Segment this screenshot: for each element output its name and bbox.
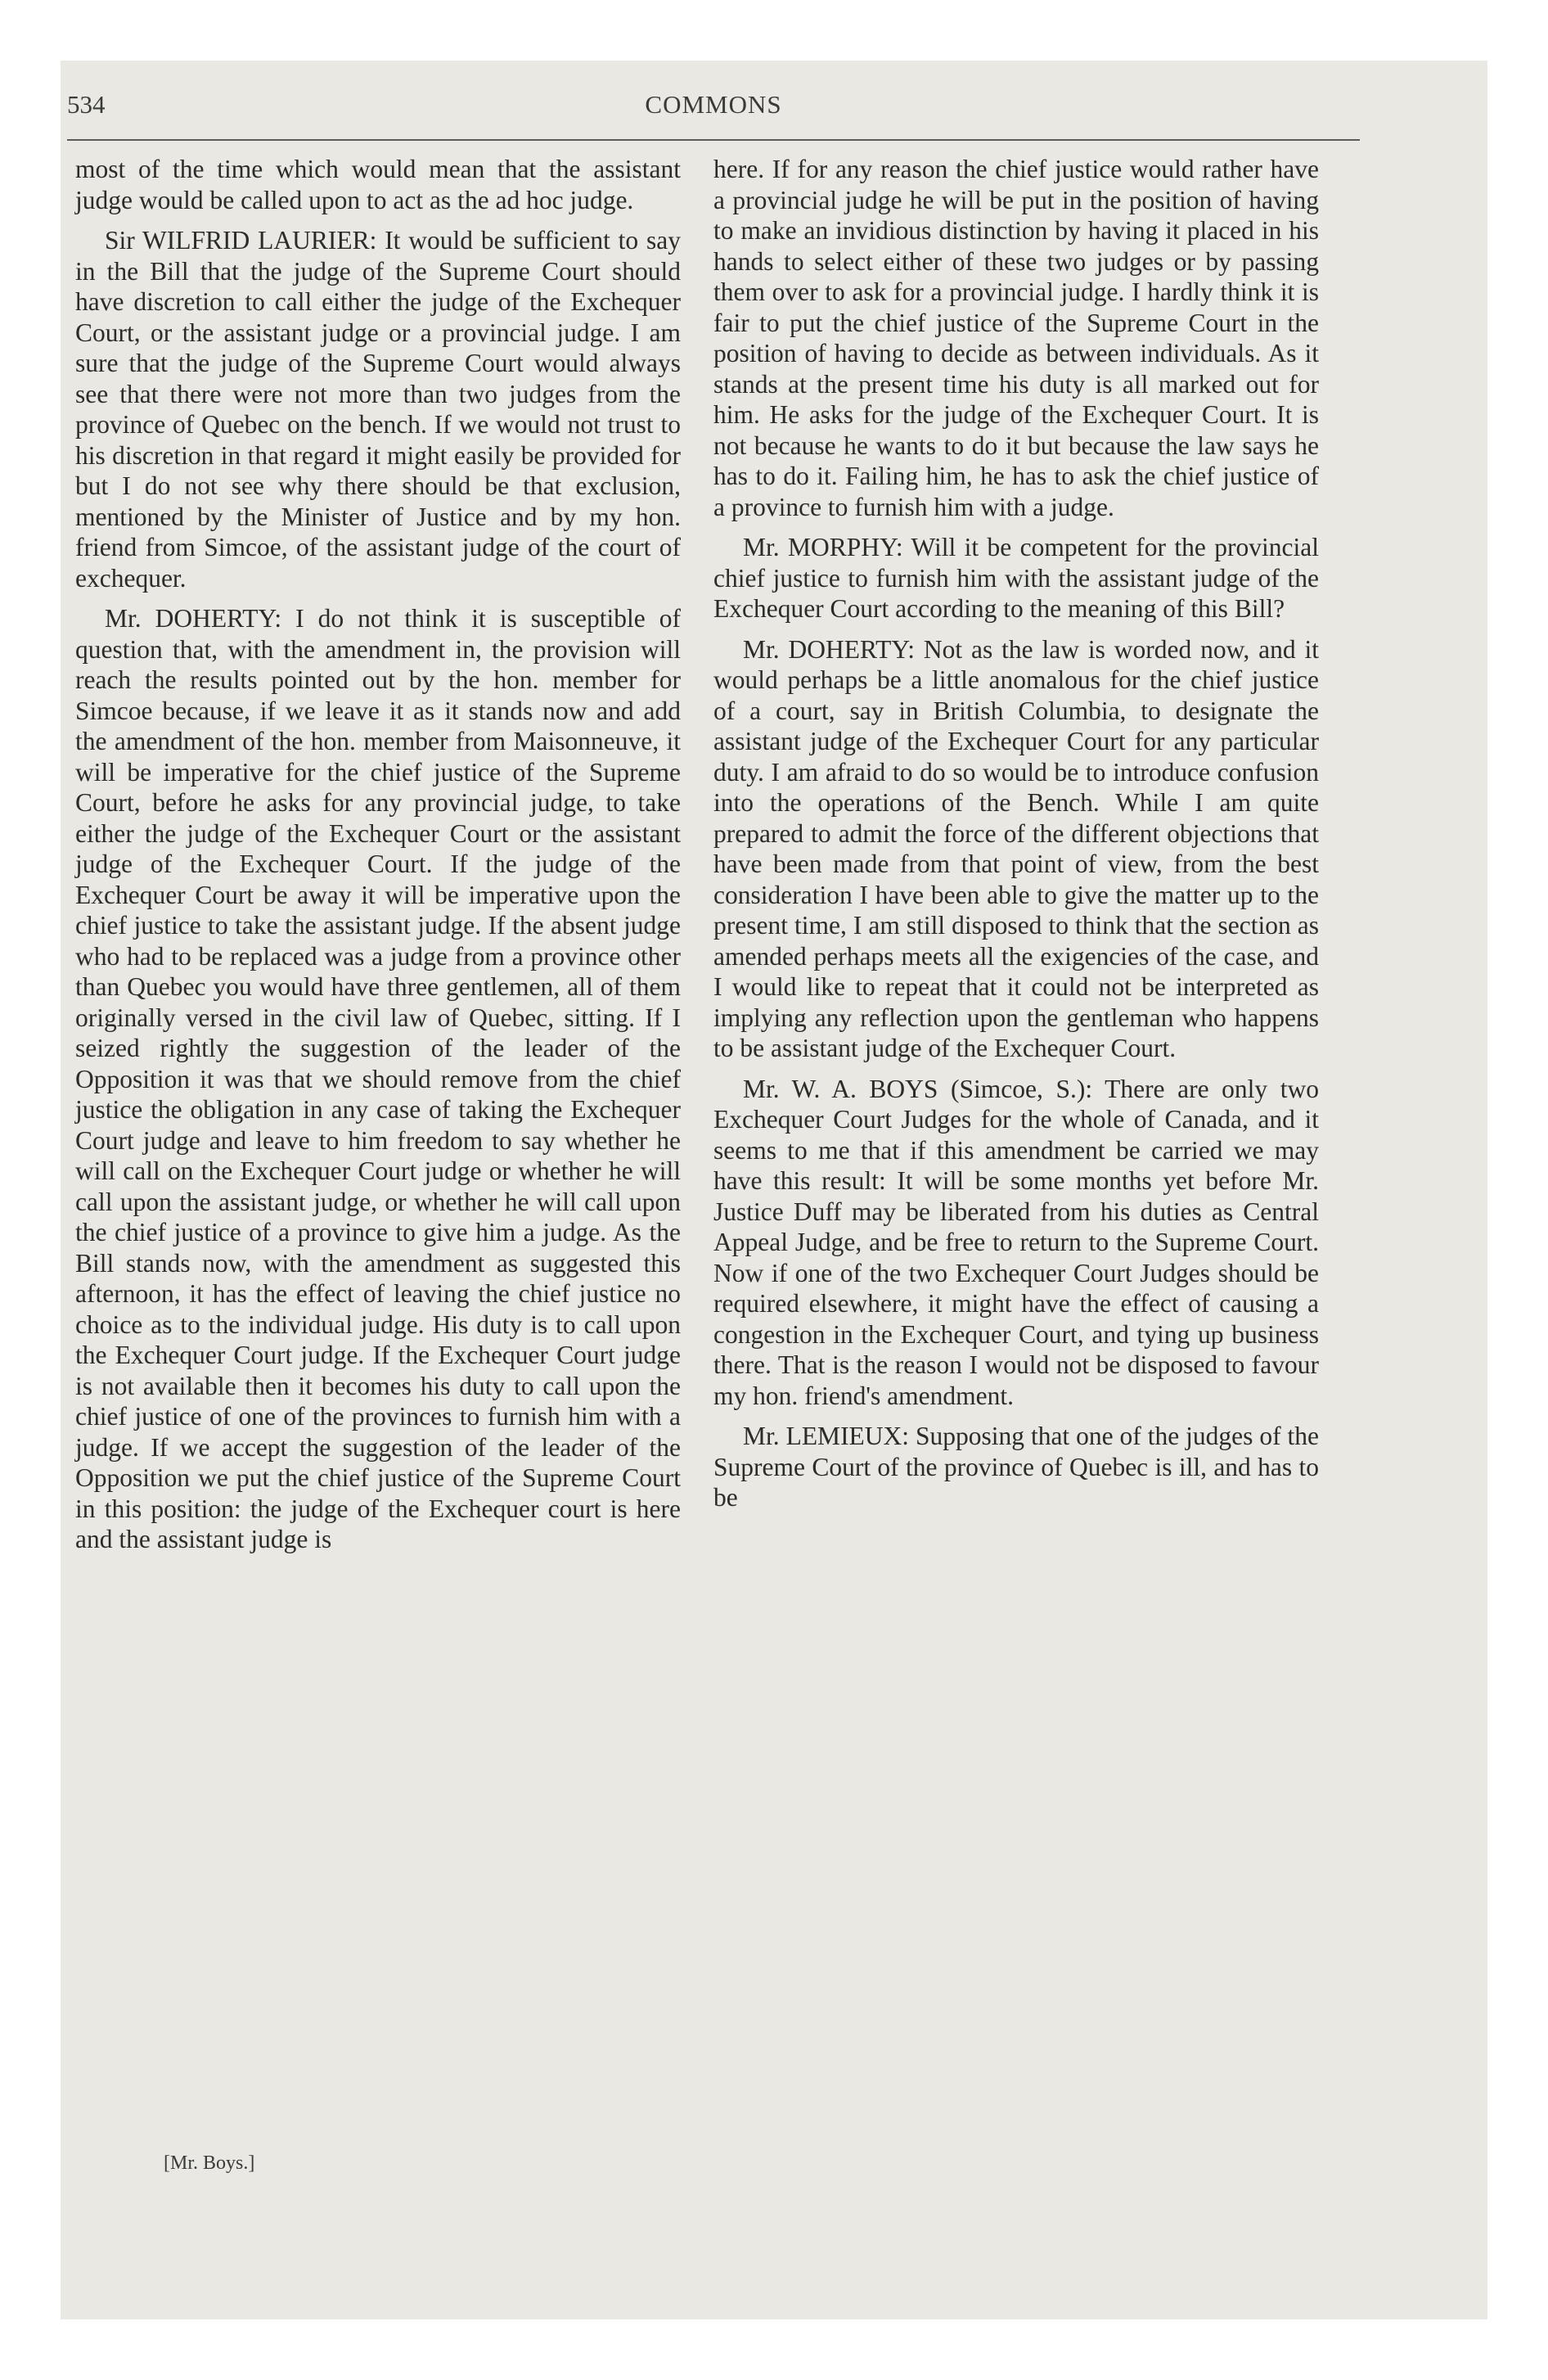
header-rule: [67, 139, 1360, 141]
paragraph: Mr. LEMIEUX: Supposing that one of the judges of the Supreme Court of the province of Quebec is ill, and has to be: [713, 1422, 1319, 1512]
page-header: [67, 90, 1360, 131]
footer-speaker-ref: [Mr. Boys.]: [164, 2152, 255, 2174]
page-title: COMMONS: [645, 90, 782, 119]
right-column: [713, 154, 1319, 1523]
paragraph: Mr. DOHERTY: I do not think it is susceptible of question that, with the amendment in, the provision will reach the results pointed out by the hon. member for Simcoe because, if we leave it as it stands now and add the amendment of the hon. member from Maisonneuve, it will be imperative for the chief justice of the Supreme Court, before he asks for any provincial judge, to take either the judge of the Exchequer Court or the assistant judge of the Exchequer Court. If the judge of the Exchequer Court be away it will be imperative upon the chief justice to take the assistant judge. If the absent judge who had to be replaced was a judge from a province other than Quebec you would have three gentlemen, all of them originally versed in the civil law of Quebec, sitting. If I seized rightly the suggestion of the leader of the Opposition it was that we should remove from the chief justice the obligation in any case of taking the Exchequer Court judge and leave to him freedom to say whether he will call on the Exchequer Court judge or whether he will call upon the assistant judge, or whether he will call upon the chief justice of a province to give him a judge. As the Bill stands now, with the amendment as suggested this afternoon, it has the effect of leaving the chief justice no choice as to the individual judge. His duty is to call upon the Exchequer Court judge. If the Exchequer Court judge is not available then it becomes his duty to call upon the chief justice of one of the provinces to furnish him with a judge. If we accept the suggestion of the leader of the Opposition we put the chief justice of the Supreme Court in this position: the judge of the Exchequer court is here and the assistant judge is: [75, 604, 681, 1553]
paragraph: Mr. W. A. BOYS (Simcoe, S.): There are only two Exchequer Court Judges for the whole of Canada, and it seems to me that if this amendment be carried we may have this result: It will be some months yet before Mr. Justice Duff may be liberated from his duties as Central Appeal Judge, and be free to return to the Supreme Court. Now if one of the two Exchequer Court Judges should be required elsewhere, it might have the effect of causing a congestion in the Exchequer Court, and tying up business there. That is the reason I would not be disposed to favour my hon. friend's amendment.: [713, 1074, 1319, 1410]
paragraph: here. If for any reason the chief justice would rather have a provincial judge he will be put in the position of having to make an invidious distinction by having it placed in his hands to select either of these two judges or by passing them over to ask for a provincial judge. I hardly think it is fair to put the chief justice of the Supreme Court in the position of having to decide as between individuals. As it stands at the present time his duty is all marked out for him. He asks for the judge of the Exchequer Court. It is not because he wants to do it but because the law says he has to do it. Failing him, he has to ask the chief justice of a province to furnish him with a judge.: [713, 155, 1319, 521]
page-number: 534: [67, 90, 106, 119]
left-column: [75, 154, 681, 1565]
paragraph: Mr. MORPHY: Will it be competent for the provincial chief justice to furnish him with the assistant judge of the Exchequer Court according to the meaning of this Bill?: [713, 533, 1319, 623]
paragraph: most of the time which would mean that the assistant judge would be called upon to act as the ad hoc judge.: [75, 155, 681, 214]
paragraph: Sir WILFRID LAURIER: It would be sufficient to say in the Bill that the judge of the Supreme Court should have discretion to call either the judge of the Exchequer Court, or the assistant judge or a provincial judge. I am sure that the judge of the Supreme Court would always see that there were not more than two judges from the province of Quebec on the bench. If we would not trust to his discretion in that regard it might easily be provided for but I do not see why there should be that exclusion, mentioned by the Minister of Justice and by my hon. friend from Simcoe, of the assistant judge of the court of exchequer.: [75, 226, 681, 593]
paragraph: Mr. DOHERTY: Not as the law is worded now, and it would perhaps be a little anomalous for the chief justice of a court, say in British Columbia, to designate the assistant judge of the Exchequer Court for any particular duty. I am afraid to do so would be to introduce confusion into the operations of the Bench. While I am quite prepared to admit the force of the different objections that have been made from that point of view, from the best consideration I have been able to give the matter up to the present time, I am still disposed to think that the section as amended perhaps meets all the exigencies of the case, and I would like to repeat that it could not be interpreted as implying any reflection upon the gentleman who happens to be assistant judge of the Exchequer Court.: [713, 634, 1319, 1062]
